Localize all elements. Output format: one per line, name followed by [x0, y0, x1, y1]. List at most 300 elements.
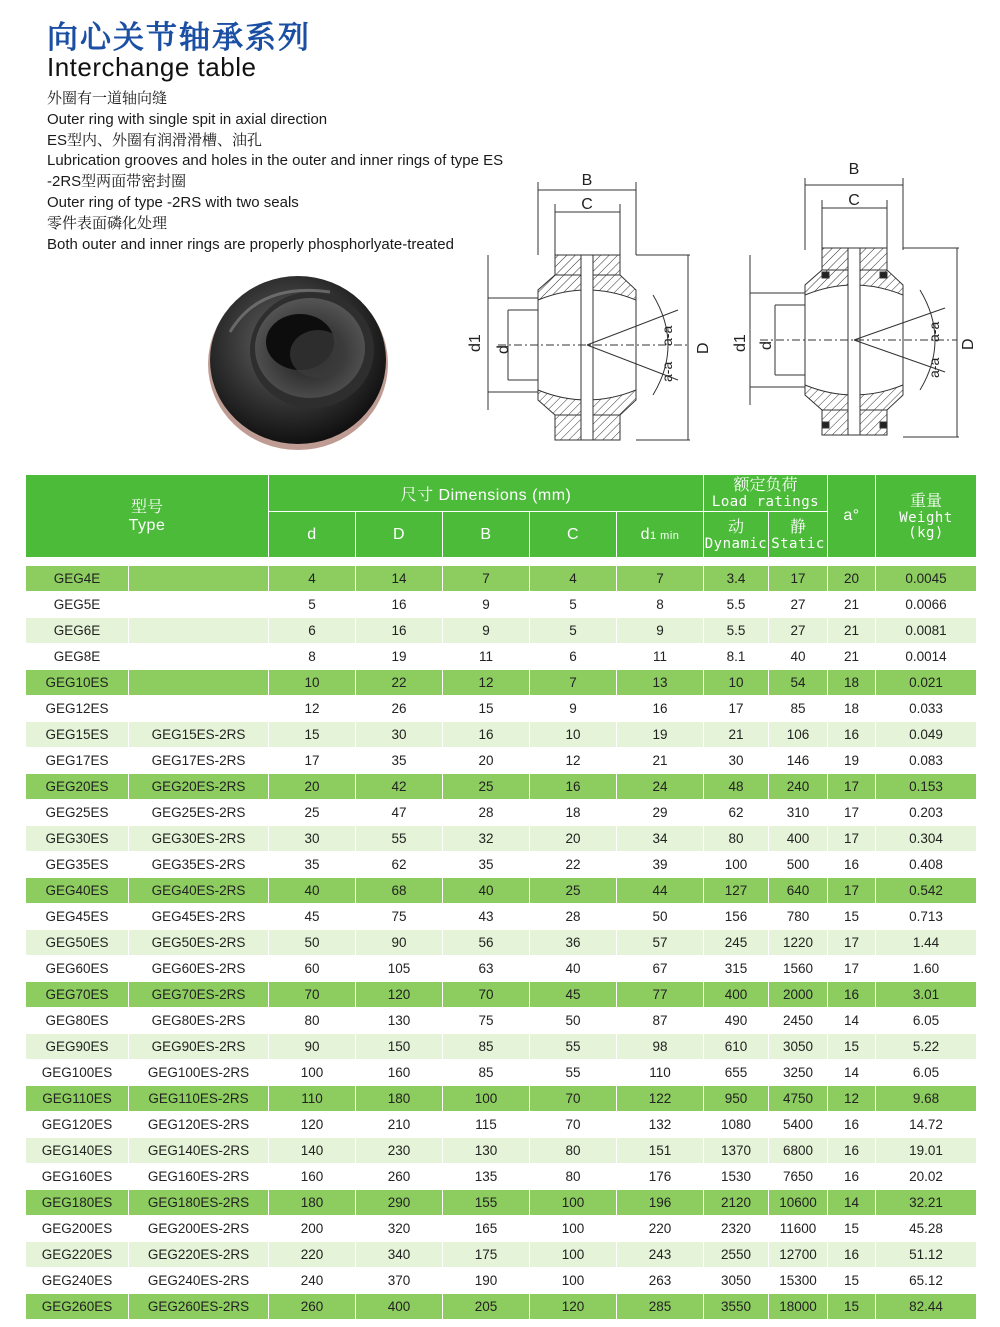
cell-D: 42	[356, 774, 443, 800]
cell-d1: 87	[617, 1008, 704, 1034]
cell-type: GEG180ES	[26, 1190, 129, 1216]
cell-type-2rs: GEG70ES-2RS	[129, 982, 269, 1008]
cell-static: 17	[769, 566, 828, 592]
cell-B: 16	[443, 722, 530, 748]
cell-d1: 19	[617, 722, 704, 748]
header-type-cn: 型号	[130, 498, 163, 516]
desc-line: Both outer and inner rings are properly phosphorlyate-treated	[47, 235, 454, 253]
cell-C: 70	[530, 1086, 617, 1112]
cell-weight: 0.408	[876, 852, 977, 878]
table-row	[26, 1216, 977, 1242]
label-B: B	[848, 161, 860, 178]
table-row	[26, 800, 977, 826]
cell-D: 150	[356, 1034, 443, 1060]
cell-angle: 15	[828, 1294, 876, 1320]
table-row	[26, 1034, 977, 1060]
cell-B: 85	[443, 1060, 530, 1086]
cell-weight: 51.12	[876, 1242, 977, 1268]
label-d1: d1	[467, 334, 484, 352]
header-C: C	[530, 512, 617, 558]
cell-C: 100	[530, 1216, 617, 1242]
cell-static: 27	[769, 618, 828, 644]
cell-static: 6800	[769, 1138, 828, 1164]
desc-line: 零件表面磷化处理	[47, 214, 168, 232]
table-row	[26, 904, 977, 930]
cell-d1: 9	[617, 618, 704, 644]
cell-static: 106	[769, 722, 828, 748]
cell-d: 220	[269, 1242, 356, 1268]
cell-static: 3050	[769, 1034, 828, 1060]
cell-static: 2000	[769, 982, 828, 1008]
cell-d: 160	[269, 1164, 356, 1190]
cell-type-2rs: GEG200ES-2RS	[129, 1216, 269, 1242]
cell-weight: 19.01	[876, 1138, 977, 1164]
cell-D: 120	[356, 982, 443, 1008]
header-weight-unit: (kg)	[908, 524, 944, 541]
cell-d: 40	[269, 878, 356, 904]
cell-type: GEG5E	[26, 592, 129, 618]
cell-static: 1560	[769, 956, 828, 982]
cell-type-2rs: GEG15ES-2RS	[129, 722, 269, 748]
cell-type-2rs: GEG50ES-2RS	[129, 930, 269, 956]
cell-angle: 14	[828, 1008, 876, 1034]
cell-B: 165	[443, 1216, 530, 1242]
cell-B: 63	[443, 956, 530, 982]
cell-dynamic: 10	[704, 670, 769, 696]
cell-d1: 11	[617, 644, 704, 670]
cell-type-2rs: GEG90ES-2RS	[129, 1034, 269, 1060]
cell-type: GEG120ES	[26, 1112, 129, 1138]
cell-d1: 263	[617, 1268, 704, 1294]
header-weight-en: Weight	[899, 509, 953, 526]
cell-weight: 82.44	[876, 1294, 977, 1320]
cell-d: 80	[269, 1008, 356, 1034]
cell-d: 110	[269, 1086, 356, 1112]
cell-C: 80	[530, 1138, 617, 1164]
cell-d1: 29	[617, 800, 704, 826]
cell-B: 155	[443, 1190, 530, 1216]
cell-static: 11600	[769, 1216, 828, 1242]
cell-d: 8	[269, 644, 356, 670]
label-C: C	[581, 196, 593, 213]
label-D: D	[960, 338, 977, 350]
cell-type: GEG12ES	[26, 696, 129, 722]
cell-d1: 8	[617, 592, 704, 618]
header-dynamic	[704, 512, 769, 558]
cell-dynamic: 30	[704, 748, 769, 774]
cell-D: 47	[356, 800, 443, 826]
cell-weight: 0.0066	[876, 592, 977, 618]
cell-static: 18000	[769, 1294, 828, 1320]
cell-d: 12	[269, 696, 356, 722]
cell-type-2rs: GEG120ES-2RS	[129, 1112, 269, 1138]
cell-C: 18	[530, 800, 617, 826]
table-row	[26, 592, 977, 618]
header-d: d	[269, 512, 356, 558]
desc-line: Lubrication grooves and holes in the outer and inner rings of type ES	[47, 152, 504, 170]
table-row	[26, 1190, 977, 1216]
cell-dynamic: 17	[704, 696, 769, 722]
cell-d1: 21	[617, 748, 704, 774]
cell-angle: 16	[828, 1164, 876, 1190]
cell-B: 28	[443, 800, 530, 826]
cell-weight: 0.049	[876, 722, 977, 748]
header-load	[704, 475, 828, 512]
desc-line: 外圈有一道轴向缝	[47, 90, 168, 107]
table-row	[26, 852, 977, 878]
cell-type: GEG200ES	[26, 1216, 129, 1242]
cell-B: 100	[443, 1086, 530, 1112]
cell-C: 100	[530, 1242, 617, 1268]
cell-dynamic: 2550	[704, 1242, 769, 1268]
cell-d1: 110	[617, 1060, 704, 1086]
cell-dynamic: 1530	[704, 1164, 769, 1190]
cell-C: 70	[530, 1112, 617, 1138]
cell-B: 25	[443, 774, 530, 800]
table-row	[26, 956, 977, 982]
table-row	[26, 1164, 977, 1190]
cell-dynamic: 5.5	[704, 592, 769, 618]
cell-angle: 15	[828, 904, 876, 930]
table-row	[26, 1112, 977, 1138]
cell-dynamic: 2320	[704, 1216, 769, 1242]
cell-angle: 16	[828, 852, 876, 878]
cell-d: 90	[269, 1034, 356, 1060]
cell-angle: 17	[828, 878, 876, 904]
label-aa: a-a	[926, 321, 942, 342]
label-B: B	[581, 172, 593, 189]
table-row	[26, 1294, 977, 1320]
cell-static: 146	[769, 748, 828, 774]
cell-B: 175	[443, 1242, 530, 1268]
cell-angle: 17	[828, 930, 876, 956]
cell-D: 90	[356, 930, 443, 956]
cell-angle: 18	[828, 696, 876, 722]
cell-B: 135	[443, 1164, 530, 1190]
table-row	[26, 644, 977, 670]
cell-weight: 1.44	[876, 930, 977, 956]
cell-angle: 16	[828, 722, 876, 748]
cell-dynamic: 100	[704, 852, 769, 878]
table-row	[26, 670, 977, 696]
cell-d: 60	[269, 956, 356, 982]
cell-d1: 24	[617, 774, 704, 800]
cell-C: 5	[530, 592, 617, 618]
cell-d1: 122	[617, 1086, 704, 1112]
cell-C: 4	[530, 566, 617, 592]
cell-d1: 285	[617, 1294, 704, 1320]
cell-static: 15300	[769, 1268, 828, 1294]
cell-B: 70	[443, 982, 530, 1008]
cell-type: GEG50ES	[26, 930, 129, 956]
cell-angle: 20	[828, 566, 876, 592]
cell-angle: 17	[828, 774, 876, 800]
cell-d1: 44	[617, 878, 704, 904]
label-d1: d1	[732, 334, 749, 352]
cell-static: 54	[769, 670, 828, 696]
desc-line: -2RS型两面带密封圈	[47, 173, 187, 191]
cell-d1: 7	[617, 566, 704, 592]
cell-B: 190	[443, 1268, 530, 1294]
cell-d1: 132	[617, 1112, 704, 1138]
cell-d: 180	[269, 1190, 356, 1216]
header-weight-cn: 重量	[909, 492, 942, 510]
cell-type-2rs: GEG100ES-2RS	[129, 1060, 269, 1086]
cell-C: 5	[530, 618, 617, 644]
cell-d: 17	[269, 748, 356, 774]
cell-D: 26	[356, 696, 443, 722]
cell-D: 30	[356, 722, 443, 748]
cell-dynamic: 655	[704, 1060, 769, 1086]
cell-type-2rs: GEG80ES-2RS	[129, 1008, 269, 1034]
cell-type-2rs: GEG35ES-2RS	[129, 852, 269, 878]
header-B: B	[443, 512, 530, 558]
cell-static: 85	[769, 696, 828, 722]
cell-angle: 17	[828, 956, 876, 982]
table-row	[26, 566, 977, 592]
cell-type-2rs: GEG180ES-2RS	[129, 1190, 269, 1216]
cell-weight: 0.021	[876, 670, 977, 696]
cell-B: 15	[443, 696, 530, 722]
bearing-diagram-es	[458, 160, 723, 470]
label-d: d	[495, 345, 512, 354]
cell-dynamic: 245	[704, 930, 769, 956]
cell-angle: 15	[828, 1216, 876, 1242]
cell-D: 16	[356, 592, 443, 618]
cell-weight: 45.28	[876, 1216, 977, 1242]
cell-B: 205	[443, 1294, 530, 1320]
cell-type: GEG110ES	[26, 1086, 129, 1112]
cell-type-2rs: GEG20ES-2RS	[129, 774, 269, 800]
cell-type: GEG4E	[26, 566, 129, 592]
cell-type-2rs: GEG45ES-2RS	[129, 904, 269, 930]
table-row	[26, 1138, 977, 1164]
cell-type: GEG70ES	[26, 982, 129, 1008]
cell-B: 20	[443, 748, 530, 774]
cell-static: 640	[769, 878, 828, 904]
cell-type-2rs	[129, 592, 269, 618]
cell-static: 1220	[769, 930, 828, 956]
cell-D: 210	[356, 1112, 443, 1138]
cell-B: 85	[443, 1034, 530, 1060]
cell-type-2rs: GEG260ES-2RS	[129, 1294, 269, 1320]
cell-C: 36	[530, 930, 617, 956]
table-row	[26, 1268, 977, 1294]
cell-D: 160	[356, 1060, 443, 1086]
cell-weight: 9.68	[876, 1086, 977, 1112]
table-row	[26, 1060, 977, 1086]
cell-type-2rs: GEG17ES-2RS	[129, 748, 269, 774]
cell-angle: 21	[828, 592, 876, 618]
table-row	[26, 1008, 977, 1034]
cell-type: GEG40ES	[26, 878, 129, 904]
cell-D: 35	[356, 748, 443, 774]
cell-D: 55	[356, 826, 443, 852]
cell-C: 80	[530, 1164, 617, 1190]
label-aa: a-a	[659, 361, 675, 382]
cell-d1: 176	[617, 1164, 704, 1190]
header-type	[26, 475, 269, 558]
cell-C: 100	[530, 1190, 617, 1216]
cell-d: 240	[269, 1268, 356, 1294]
cell-D: 75	[356, 904, 443, 930]
header-angle: a°	[828, 475, 876, 558]
desc-line: Outer ring of type -2RS with two seals	[47, 193, 299, 211]
table-row	[26, 748, 977, 774]
cell-angle: 12	[828, 1086, 876, 1112]
cell-type: GEG17ES	[26, 748, 129, 774]
label-d: d	[758, 341, 775, 350]
cell-d: 6	[269, 618, 356, 644]
cell-B: 7	[443, 566, 530, 592]
cell-angle: 16	[828, 1242, 876, 1268]
cell-angle: 17	[828, 800, 876, 826]
cell-C: 25	[530, 878, 617, 904]
cell-weight: 0.153	[876, 774, 977, 800]
cell-C: 9	[530, 696, 617, 722]
page-title-cn: 向心关节轴承系列	[47, 20, 311, 56]
cell-d1: 34	[617, 826, 704, 852]
cell-type: GEG240ES	[26, 1268, 129, 1294]
cell-static: 3250	[769, 1060, 828, 1086]
cell-d: 35	[269, 852, 356, 878]
cell-D: 340	[356, 1242, 443, 1268]
cell-weight: 5.22	[876, 1034, 977, 1060]
cell-weight: 0.0081	[876, 618, 977, 644]
cell-C: 40	[530, 956, 617, 982]
cell-weight: 0.542	[876, 878, 977, 904]
cell-type: GEG30ES	[26, 826, 129, 852]
cell-type-2rs: GEG25ES-2RS	[129, 800, 269, 826]
cell-static: 2450	[769, 1008, 828, 1034]
cell-d: 25	[269, 800, 356, 826]
cell-B: 115	[443, 1112, 530, 1138]
bearing-diagram-2rs	[725, 160, 990, 470]
cell-d: 4	[269, 566, 356, 592]
cell-type: GEG160ES	[26, 1164, 129, 1190]
cell-dynamic: 80	[704, 826, 769, 852]
cell-static: 10600	[769, 1190, 828, 1216]
cell-weight: 6.05	[876, 1008, 977, 1034]
cell-d: 120	[269, 1112, 356, 1138]
cell-static: 12700	[769, 1242, 828, 1268]
cell-D: 14	[356, 566, 443, 592]
cell-d1: 220	[617, 1216, 704, 1242]
cell-d1: 39	[617, 852, 704, 878]
table-row	[26, 826, 977, 852]
cell-weight: 32.21	[876, 1190, 977, 1216]
cell-d1: 50	[617, 904, 704, 930]
cell-type-2rs: GEG220ES-2RS	[129, 1242, 269, 1268]
header-dynamic-cn: 动	[727, 518, 744, 536]
header-dimensions: 尺寸 Dimensions (mm)	[269, 475, 704, 512]
cell-static: 5400	[769, 1112, 828, 1138]
table-row	[26, 930, 977, 956]
cell-d: 200	[269, 1216, 356, 1242]
cell-B: 130	[443, 1138, 530, 1164]
cell-weight: 0.033	[876, 696, 977, 722]
header-type-en: Type	[128, 516, 166, 534]
cell-D: 230	[356, 1138, 443, 1164]
cell-D: 400	[356, 1294, 443, 1320]
cell-type-2rs: GEG60ES-2RS	[129, 956, 269, 982]
cell-dynamic: 1080	[704, 1112, 769, 1138]
cell-angle: 21	[828, 644, 876, 670]
cell-type: GEG260ES	[26, 1294, 129, 1320]
cell-angle: 14	[828, 1190, 876, 1216]
cell-B: 11	[443, 644, 530, 670]
cell-static: 7650	[769, 1164, 828, 1190]
cell-dynamic: 3.4	[704, 566, 769, 592]
cell-d1: 57	[617, 930, 704, 956]
label-C: C	[848, 192, 860, 209]
cell-angle: 17	[828, 826, 876, 852]
cell-static: 310	[769, 800, 828, 826]
cell-d: 20	[269, 774, 356, 800]
cell-C: 120	[530, 1294, 617, 1320]
cell-type: GEG45ES	[26, 904, 129, 930]
label-aa: a-a	[926, 357, 942, 378]
cell-d: 15	[269, 722, 356, 748]
bearing-photo	[200, 262, 400, 462]
label-aa: a-a	[659, 325, 675, 346]
header-static	[769, 512, 828, 558]
cell-type: GEG20ES	[26, 774, 129, 800]
cell-C: 55	[530, 1034, 617, 1060]
header-static-cn: 静	[789, 518, 806, 536]
cell-type: GEG10ES	[26, 670, 129, 696]
header-load-en: Load ratings	[711, 494, 820, 510]
table-row	[26, 774, 977, 800]
cell-type: GEG8E	[26, 644, 129, 670]
cell-d: 10	[269, 670, 356, 696]
cell-weight: 3.01	[876, 982, 977, 1008]
cell-d1: 77	[617, 982, 704, 1008]
cell-B: 40	[443, 878, 530, 904]
cell-d: 5	[269, 592, 356, 618]
table-row	[26, 982, 977, 1008]
cell-weight: 0.0014	[876, 644, 977, 670]
cell-d1: 243	[617, 1242, 704, 1268]
cell-D: 22	[356, 670, 443, 696]
cell-type-2rs: GEG140ES-2RS	[129, 1138, 269, 1164]
header-D: D	[356, 512, 443, 558]
cell-dynamic: 950	[704, 1086, 769, 1112]
cell-C: 45	[530, 982, 617, 1008]
desc-line: Outer ring with single spit in axial direction	[47, 110, 328, 128]
cell-angle: 18	[828, 670, 876, 696]
cell-dynamic: 400	[704, 982, 769, 1008]
cell-weight: 14.72	[876, 1112, 977, 1138]
cell-angle: 16	[828, 982, 876, 1008]
table-row	[26, 618, 977, 644]
cell-dynamic: 3050	[704, 1268, 769, 1294]
cell-C: 50	[530, 1008, 617, 1034]
cell-static: 400	[769, 826, 828, 852]
header-load-cn: 额定负荷	[733, 477, 798, 494]
cell-angle: 21	[828, 618, 876, 644]
cell-d1: 196	[617, 1190, 704, 1216]
cell-B: 9	[443, 618, 530, 644]
cell-B: 43	[443, 904, 530, 930]
cell-type-2rs: GEG40ES-2RS	[129, 878, 269, 904]
cell-static: 780	[769, 904, 828, 930]
table-row	[26, 1242, 977, 1268]
cell-dynamic: 21	[704, 722, 769, 748]
cell-D: 105	[356, 956, 443, 982]
header-d1	[617, 512, 704, 558]
cell-C: 22	[530, 852, 617, 878]
